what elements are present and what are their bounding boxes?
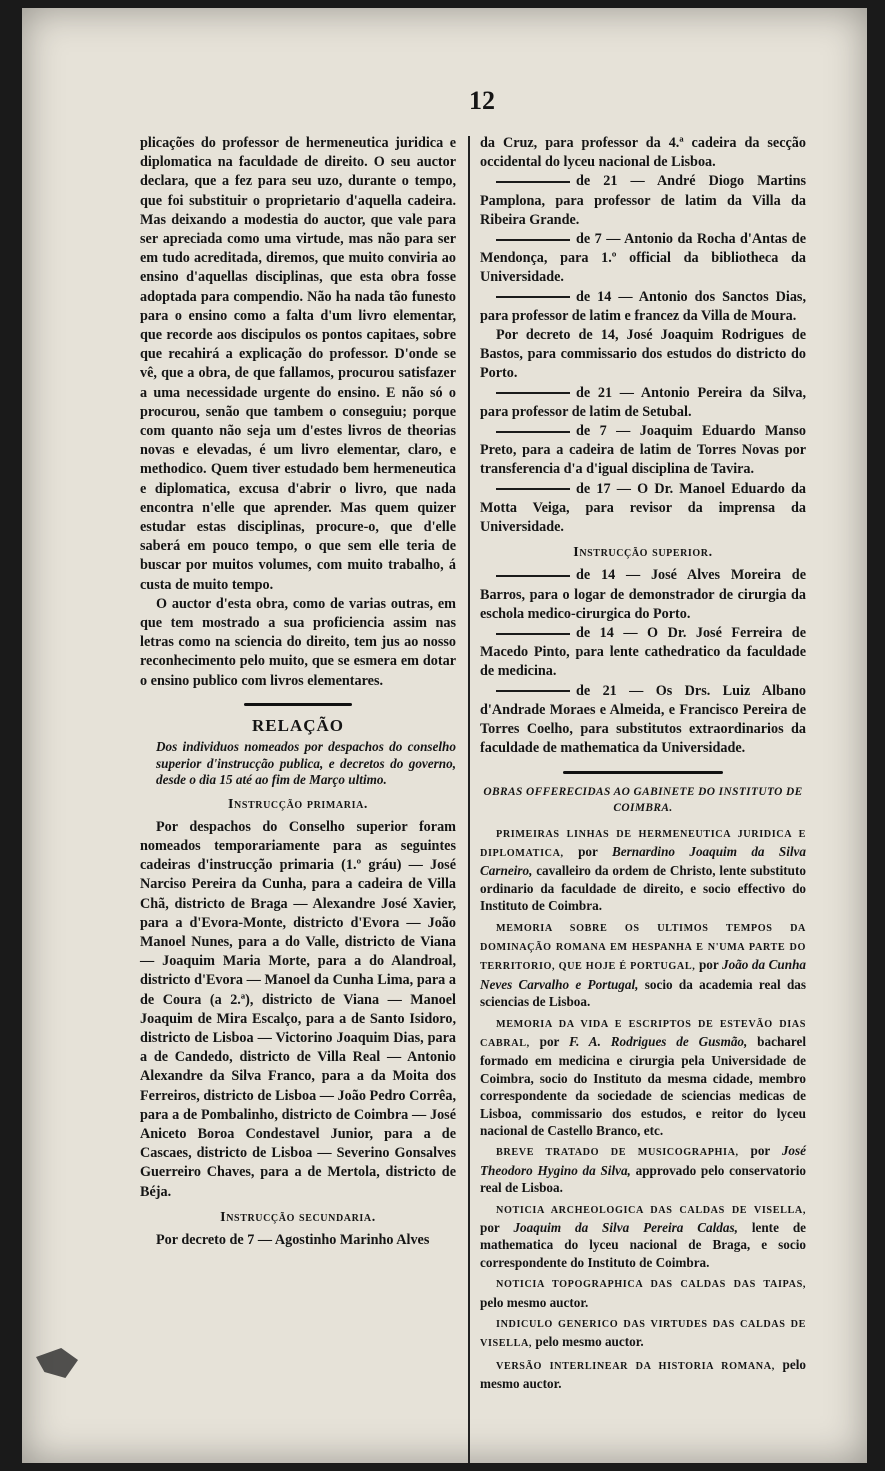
- obras-title: OBRAS OFFERECIDAS AO GABINETE DO INSTITUTO DE COIMBRA.: [483, 785, 803, 814]
- relacao-title: RELAÇÃO: [251, 715, 344, 735]
- obra-entry: MEMORIA SOBRE OS ULTIMOS TEMPOS DA DOMINAÇÃO ROMANA EM HESPANHA E N'UMA PARTE DO TERRITORIO, QUE HOJE É PORTUGAL, por João da Cunha Neves Carvalho e Portugal, socio da academia real das sciencias de Lisboa.: [480, 922, 807, 1010]
- column-divider: [468, 136, 470, 1463]
- secundaria-decree: Por decreto de 14, José Joaquim Rodrigues de Bastos, para commissario dos estudos do districto do Porto.: [480, 327, 806, 382]
- page-number: 12: [469, 86, 495, 115]
- obra-entry: VERSÃO INTERLINEAR DA HISTORIA ROMANA, pelo mesmo auctor.: [480, 1356, 806, 1392]
- obra-entry: PRIMEIRAS LINHAS DE HERMENEUTICA JURIDICA E DIPLOMATICA, por Bernardino Joaquim da Silva Carneiro, cavalleiro da ordem de Christo, lente substituto ordinario da faculdade de direito, e socio effectivo do Instituto de Coimbra.: [480, 828, 806, 914]
- superior-item: de 21 — Os Drs. Luiz Albano d'Andrade Moraes e Almeida, e Francisco Pereira de Torres Coelho, para substitutos extraordinarios da faculdade de mathematica da Universidade.: [480, 682, 806, 757]
- secundaria-start: Por decreto de 7 — Agostinho Marinho Alves: [156, 1232, 430, 1249]
- secundaria-item: de 7 — Antonio da Rocha d'Antas de Mendonça, para 1.º official da bibliotheca da Universidade.: [480, 231, 806, 286]
- section-divider: [563, 771, 723, 774]
- review-paragraph-2: O auctor d'esta obra, como de varias outras, em que tem mostrado a sua proficiencia assim nas letras como na sciencia do direito, tem jus ao nosso reconhecimento pelo muito, que se esmera em dotar o ensino publico com livros elementares.: [140, 595, 456, 689]
- secundaria-heading: Instrucção secundaria.: [220, 1209, 376, 1225]
- secundaria-item: de 21 — Antonio Pereira da Silva, para professor de latim de Setubal.: [480, 384, 806, 420]
- secundaria-item: de 14 — Antonio dos Sanctos Dias, para professor de latim e francez da Villa de Moura.: [480, 288, 806, 324]
- right-column: [480, 134, 806, 1396]
- obra-entry: MEMORIA DA VIDA E ESCRIPTOS DE ESTEVÃO DIAS CABRAL, por F. A. Rodrigues de Gusmão, bacharel formado em medicina e cirurgia pela Universidade de Coimbra, socio do Instituto da mesma cidade, membro correspondente da sociedade de sciencias medicas de Lisboa, commissario dos estudos, e reitor do lyceu nacional de Castello Branco, etc.: [480, 1018, 807, 1138]
- superior-item: de 14 — O Dr. José Ferreira de Macedo Pinto, para lente cathedratico da faculdade de medicina.: [480, 625, 806, 680]
- relacao-subtitle: Dos individuos nomeados por despachos do conselho superior d'instrucção publica, e decretos do governo, desde o dia 15 até ao fim de Março ultimo.: [156, 739, 456, 788]
- newspaper-page: [22, 8, 867, 1463]
- obra-entry: BREVE TRATADO DE MUSICOGRAPHIA, por José Theodoro Hygino da Silva, approvado pelo conservatorio real de Lisboa.: [480, 1143, 807, 1196]
- obra-entry: NOTICIA TOPOGRAPHICA DAS CALDAS DAS TAIPAS, pelo mesmo auctor.: [480, 1279, 806, 1310]
- review-paragraph-1: plicações do professor de hermeneutica juridica e diplomatica na faculdade de direito. O seu auctor declara, que a fez para seu uzo, durante o tempo, que foi substituir o proprietario d'aquella cadeira. Mas deixando a modestia do auctor, que vale para ser apreciada como uma virtude, mas não para ser em tudo acreditada, diremos, que muito conviria ao ensino d'aquellas disciplinas, que esta obra fosse adoptada para compendio. Não ha nada tão funesto para o ensino como a falta d'um livro elementar, que recorde aos discipulos os pontos capitaes, sobre que recahirá a explicação do professor. D'onde se vê, que a obra, de que fallamos, procurou satisfazer a uma necessidade urgente do ensino. E não só o procurou, senão que tambem o conseguiu; porque com quanto não seja um d'estes livros de theorias novas e elevadas, é um livro elementar, claro, e methodico. Quem tiver estudado bem hermeneutica e diplomatica, excusa d'abrir o livro, que nada encontra n'elle que aprender. Mas quem quizer estudar estas disciplinas, procure-o, que d'elle saberá em pouco tempo, o que sem elle teria de buscar por muitos volumes, com muito trabalho, á custa de muito tempo.: [140, 135, 456, 593]
- ink-stain: [36, 1348, 78, 1378]
- secundaria-item: de 17 — O Dr. Manoel Eduardo da Motta Veiga, para revisor da imprensa da Universidade.: [480, 480, 806, 536]
- obras-list: [480, 824, 806, 1393]
- superior-heading: Instrucção superior.: [573, 545, 713, 561]
- obra-entry: NOTICIA ARCHEOLOGICA DAS CALDAS DE VISELLA, por Joaquim da Silva Pereira Caldas, lente de mathematica do lyceu nacional de Braga, e socio correspondente do Instituto de Coimbra.: [480, 1204, 807, 1270]
- superior-item: de 14 — José Alves Moreira de Barros, para o logar de demonstrador de cirurgia da eschola medico-cirurgica do Porto.: [480, 567, 806, 622]
- primaria-text: Por despachos do Conselho superior foram nomeados temporariamente para as seguintes cadeiras d'instrucção primaria (1.º gráu) — José Narciso Pereira da Cunha, para a cadeira de Villa Chã, districto de Braga — Alexandre José Xavier, para a d'Evora-Monte, districto d'Evora — João Manoel Nunes, para a do Valle, districto de Viana — Joaquim Maria Morte, para a do Alandroal, districto d'Evora — Manoel da Cunha Lima, para a de Coura (a 2.ª), districto de Viana — Manoel Joaquim de Mira Escalço, para a de Santo Isidoro, districto de Lisboa — Victorino Joaquim Dias, para a de Candedo, districto de Villa Real — Antonio Alexandre da Silva Franco, para a da Moita dos Ferreiros, districto de Lisboa — João Pedro Corrêa, para a de Pombalinho, districto de Coimbra — José Aniceto Boroa Condestavel Junior, para a de Cascaes, districto de Lisboa — Severino Gonsalves Guerreiro Chaves, para a de Mertola, districto de Béja.: [140, 818, 456, 1200]
- left-column: [140, 134, 456, 1250]
- secundaria-continued: da Cruz, para professor da 4.ª cadeira da secção occidental do lyceu nacional de Lisboa.: [480, 135, 806, 171]
- secundaria-item: de 7 — Joaquim Eduardo Manso Preto, para a cadeira de latim de Torres Novas por transferencia d'a d'igual disciplina de Tavira.: [480, 423, 806, 478]
- section-divider: [244, 703, 352, 706]
- secundaria-item: de 21 — André Diogo Martins Pamplona, para professor de latim da Villa da Ribeira Grande.: [480, 173, 806, 228]
- obra-entry: INDICULO GENERICO DAS VIRTUDES DAS CALDAS DE VISELLA, pelo mesmo auctor.: [480, 1319, 806, 1350]
- primaria-heading: Instrucção primaria.: [227, 796, 368, 812]
